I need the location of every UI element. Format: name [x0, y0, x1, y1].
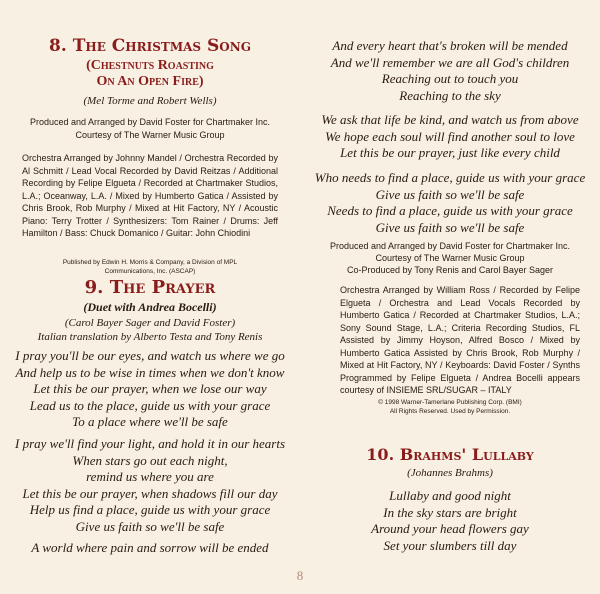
- lyric-line: Let this be our prayer, when shadows fill our day: [22, 485, 278, 501]
- song-9-writers: (Carol Bayer Sager and David Foster): [64, 317, 236, 329]
- lyric-line: And we'll remember we are all God's children: [330, 54, 570, 70]
- lyric-line: We ask that life be kind, and watch us from above: [321, 112, 579, 127]
- page-number: 8: [296, 568, 304, 583]
- lyric-line: I pray you'll be our eyes, and watch us where we go: [15, 348, 285, 363]
- song-9-produced: Produced and Arranged by David Foster for Chartmaker Inc.: [329, 241, 571, 251]
- song-9-verse-6: [300, 170, 600, 236]
- lyric-line: And every heart that's broken will be mended: [332, 38, 568, 53]
- lyric-line: Reaching to the sky: [399, 87, 501, 103]
- song-8-publisher-line-1: Published by Edwin H. Morris & Company, a Division of MPL: [62, 259, 238, 266]
- lyric-line: Set your slumbers till day: [383, 537, 517, 553]
- lyric-line: When stars go out each night,: [72, 452, 228, 468]
- lyric-line: Let this be our prayer, just like every child: [340, 145, 560, 160]
- song-10-title: 10. Brahms' Lullaby: [366, 445, 534, 464]
- lyric-line: Needs to find a place, guide us with your grace: [327, 203, 573, 218]
- song-8-produced: Produced and Arranged by David Foster for Chartmaker Inc.: [29, 117, 271, 127]
- lyric-line: remind us where you are: [86, 469, 214, 484]
- song-8-publisher-line-2: Communications, Inc. (ASCAP): [104, 268, 196, 275]
- lyric-line: Give us faith so we'll be safe: [75, 518, 225, 534]
- song-9-personnel: Orchestra Arranged by William Ross / Recorded by Felipe Elgueta / Orchestra and Lead Vocals Recorded by Humberto Gatica / Recorded at Chartmaker Studios, L.A.; Sony Sound Stage, L.A.; Criteria Recording Studios, FL Assisted by Jimmy Hoyson, Alfred Bosco / Mixed by Humberto Gatica Assisted by Chris Brook, Rob Murphy / Mixed at Hit Factory, NY / Keyboards: David Foster / Synths Programmed by Felipe Elgueta / Andrea Bocelli appears courtesy of INSIEME SRL/SUGAR – ITALY: [340, 285, 580, 395]
- song-8-title: 8. The Christmas Song: [49, 36, 251, 56]
- song-9-verse-1: [0, 348, 300, 431]
- song-9-courtesy: Courtesy of The Warner Music Group: [375, 253, 525, 263]
- lyric-line: Give us faith so we'll be safe: [375, 219, 525, 235]
- lyric-line: Let this be our prayer, when we lose our way: [33, 381, 267, 396]
- song-10-lyrics: [300, 488, 600, 554]
- lyric-line: Give us faith so we'll be safe: [375, 186, 525, 202]
- song-9-verse-4: [300, 38, 600, 104]
- song-9-translation: Italian translation by Alberto Testa and Tony Renis: [37, 331, 263, 343]
- song-8-personnel: Orchestra Arranged by Johnny Mandel / Orchestra Recorded by Al Schmitt / Lead Vocal Recorded by David Reitzas / Additional Recording by Felipe Elgueta / Recorded at Chartmaker Studios, L.A.; Oceanway, L.A. / Mixed by Humberto Gatica / Assisted by Chris Brook, Rob Murphy / Mixed at Hit Factory, NY / Acoustic Piano: Terry Trotter / Synthesizers: Tom Rainer / Drums: Jeff Hamilton / Bass: Chuck Domanico / Guitar: John Chiodini: [22, 153, 278, 238]
- lyric-line: A world where pain and sorrow will be ended: [31, 540, 269, 555]
- lyric-line: Who needs to find a place, guide us with your grace: [314, 170, 586, 185]
- song-9-verse-5: [300, 112, 600, 162]
- song-9-copyright-line-2: All Rights Reserved. Used by Permission.: [389, 408, 511, 415]
- lyric-line: And help us to be wise in times when we don't know: [15, 364, 285, 380]
- lyric-line: To a place where we'll be safe: [72, 414, 228, 429]
- lyric-line: Lead us to the place, guide us with your grace: [29, 397, 271, 413]
- lyric-line: Around your head flowers gay: [371, 521, 529, 536]
- lyric-line: We hope each soul will find another soul to love: [325, 128, 575, 144]
- lyric-line: Lullaby and good night: [389, 488, 511, 503]
- song-10-writers: (Johannes Brahms): [407, 467, 493, 479]
- lyric-line: Reaching out to touch you: [381, 71, 519, 86]
- song-8-subtitle-line-1: (Chestnuts Roasting: [86, 58, 214, 73]
- song-8-subtitle-line-2: On An Open Fire): [96, 74, 204, 89]
- song-9-verse-3: [0, 540, 300, 557]
- lyric-line: Help us find a place, guide us with your grace: [29, 502, 271, 517]
- song-9-copyright-line-1: © 1998 Warner-Tamerlane Publishing Corp. (BMI): [378, 399, 522, 406]
- song-8-courtesy: Courtesy of The Warner Music Group: [75, 130, 225, 140]
- song-8-writers: (Mel Torme and Robert Wells): [83, 95, 217, 107]
- song-9-verse-2: [0, 436, 300, 535]
- lyric-line: In the sky stars are bright: [383, 504, 517, 520]
- song-9-coproduced: Co-Produced by Tony Renis and Carol Bayer Sager: [347, 265, 553, 275]
- song-9-title: 9. The Prayer: [84, 277, 216, 298]
- lyric-line: I pray we'll find your light, and hold it in our hearts: [15, 436, 285, 451]
- song-9-subtitle: (Duet with Andrea Bocelli): [83, 300, 217, 314]
